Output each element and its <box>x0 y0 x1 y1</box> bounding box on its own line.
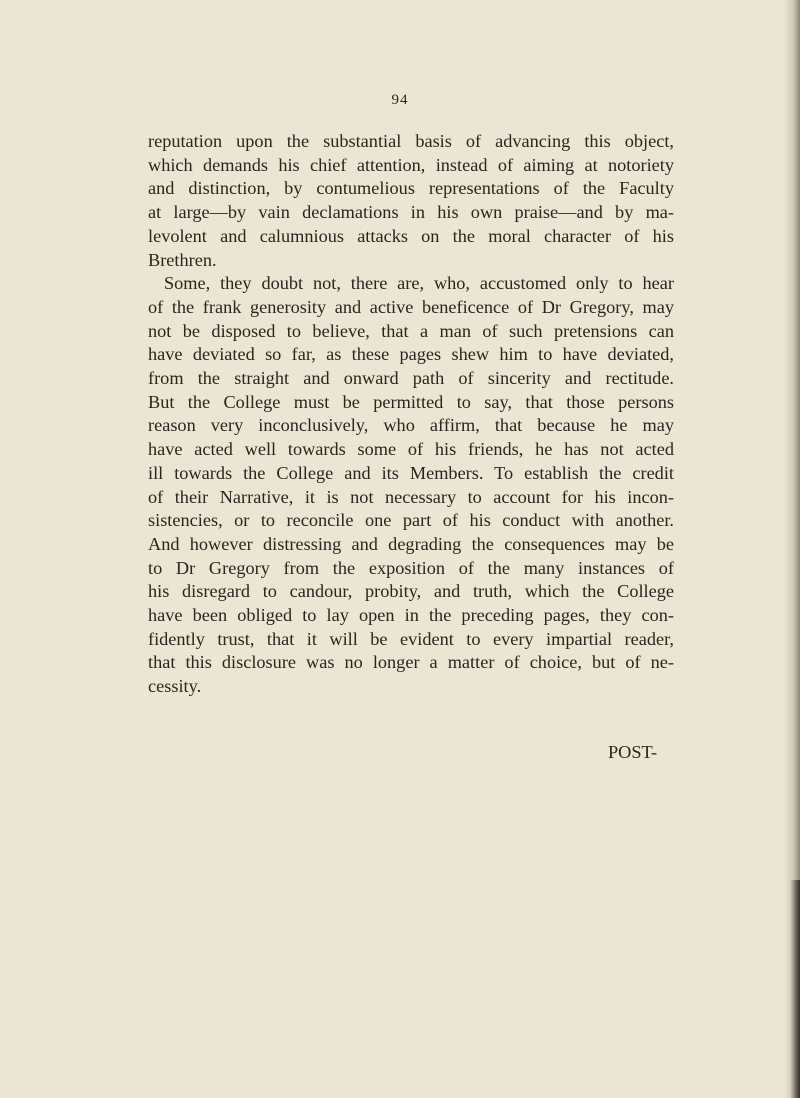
text-line: ill towards the College and its Members. To establish the credit <box>148 462 674 483</box>
text-line: And however distressing and degrading the consequences may be <box>148 533 674 554</box>
text-line: levolent and calumnious attacks on the moral character of his <box>148 225 674 246</box>
text-line: which demands his chief attention, instead of aiming at notoriety <box>148 154 674 175</box>
text-line: Some, they doubt not, there are, who, accustomed only to hear <box>164 273 674 294</box>
catchword: POST- <box>608 742 658 762</box>
text-line: that this disclosure was no longer a matter of choice, but of ne- <box>148 652 674 673</box>
page-number: 94 <box>391 92 409 108</box>
text-line: Brethren. <box>148 249 217 270</box>
text-line: fidently trust, that it will be evident to every impartial reader, <box>148 628 674 649</box>
text-line: from the straight and onward path of sincerity and rectitude. <box>148 368 674 389</box>
text-line: not be disposed to believe, that a man of such pretensions can <box>148 320 674 341</box>
text-line: reputation upon the substantial basis of advancing this object, <box>148 131 674 151</box>
text-line: sistencies, or to reconcile one part of his conduct with another. <box>148 510 674 531</box>
text-line: to Dr Gregory from the exposition of the many instances of <box>148 557 674 578</box>
text-line: at large—by vain declamations in his own praise—and by ma- <box>148 202 674 223</box>
text-line: of the frank generosity and active beneficence of Dr Gregory, may <box>148 296 674 317</box>
text-line: have acted well towards some of his friends, he has not acted <box>148 439 674 460</box>
text-line: But the College must be permitted to say, that those persons <box>148 391 674 412</box>
text-line: of their Narrative, it is not necessary to account for his incon- <box>148 486 674 507</box>
text-line: have been obliged to lay open in the preceding pages, they con- <box>148 605 674 626</box>
text-line: have deviated so far, as these pages shew him to have deviated, <box>148 344 674 365</box>
text-line: reason very inconclusively, who affirm, that because he may <box>148 415 674 436</box>
text-line: his disregard to candour, probity, and truth, which the College <box>148 581 674 602</box>
text-line: cessity. <box>148 676 202 697</box>
page-edge-binding <box>790 880 800 1098</box>
text-line: and distinction, by contumelious representations of the Faculty <box>148 178 674 199</box>
body-text <box>148 130 674 699</box>
